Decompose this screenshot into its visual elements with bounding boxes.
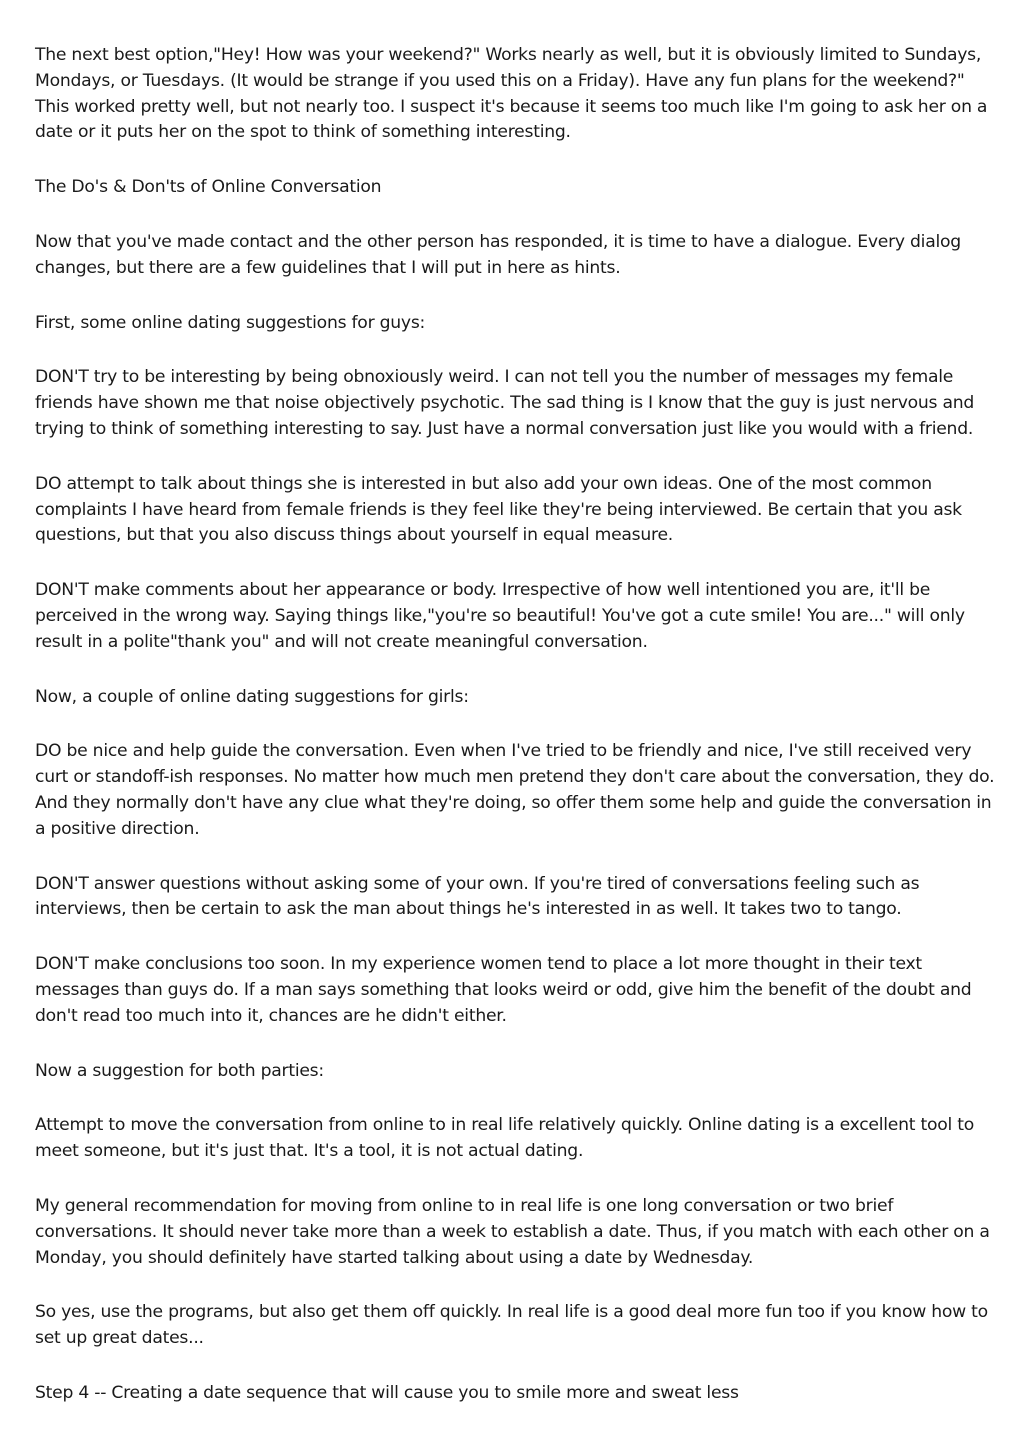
paragraph-do-interests: DO attempt to talk about things she is interested in but also add your own ideas. One of the most common complaints I have heard from female friends is they feel like they're being interviewed. Be certain that you ask questions, but that you also discuss things about yourself in equal measure. (35, 473, 962, 546)
paragraph-dont-appearance: DON'T make comments about her appearance or body. Irrespective of how well intentioned you are, it'll be perceived in the wrong way. Saying things like,"you're so beautiful! You've got a cute smile! You are..." will only result in a polite"thank you" and will not create meaningful conversation. (35, 580, 965, 652)
paragraph-use-programs: So yes, use the programs, but also get them off quickly. In real life is a good deal more fun too if you know how to set up great dates... (35, 1302, 988, 1349)
paragraph-opening-lines: The next best option,"Hey! How was your weekend?" Works nearly as well, but it is obviously limited to Sundays, Mondays, or Tuesdays. (It would be strange if you used this on a Friday). Have any fun plans for the weekend?" This worked pretty well, but not nearly too. I suspect it's because it seems too much like I'm going to ask her on a date or it puts her on the spot to think of something interesting. (35, 45, 988, 143)
subheading-both-parties: Now a suggestion for both parties: (35, 1060, 324, 1081)
paragraph-dialogue-intro: Now that you've made contact and the other person has responded, it is time to have a dialogue. Every dialog changes, but there are a few guidelines that I will put in here as hints. (35, 231, 961, 278)
paragraph-dont-weird: DON'T try to be interesting by being obnoxiously weird. I can not tell you the number of messages my female friends have shown me that noise objectively psychotic. The sad thing is I know that the guy is just nervous and trying to think of something interesting to say. Just have a normal conversation just like you would with a friend. (35, 367, 975, 439)
paragraph-dont-answer-only: DON'T answer questions without asking some of your own. If you're tired of conversations feeling such as interviews, then be certain to ask the man about things he's interested in as well. It takes two to tango. (35, 873, 920, 920)
paragraph-dont-conclusions: DON'T make conclusions too soon. In my experience women tend to place a lot more thought in their text messages than guys do. If a man says something that looks weird or odd, give him the benefit of the doubt and don't read too much into it, chances are he didn't either. (35, 954, 972, 1026)
document-body (35, 43, 995, 1436)
paragraph-general-recommendation: My general recommendation for moving from online to in real life is one long conversation or two brief conversations. It should never take more than a week to establish a date. Thus, if you match with each other on a Monday, you should definitely have started talking about using a date by Wednesday. (35, 1195, 990, 1268)
section-heading-step-4: Step 4 -- Creating a date sequence that will cause you to smile more and sweat less (35, 1382, 739, 1403)
paragraph-do-be-nice: DO be nice and help guide the conversation. Even when I've tried to be friendly and nice, I've still received very curt or standoff-ish responses. No matter how much men pretend they don't care about the conversation, they do. And they normally don't have any clue what they're doing, so offer them some help and guide the conversation in a positive direction. (35, 741, 995, 839)
section-heading-dos-donts: The Do's & Don'ts of Online Conversation (35, 177, 382, 198)
subheading-girls-suggestions: Now, a couple of online dating suggestions for girls: (35, 686, 469, 707)
paragraph-move-offline: Attempt to move the conversation from online to in real life relatively quickly. Online dating is a excellent tool to meet someone, but it's just that. It's a tool, it is not actual dating. (35, 1115, 974, 1162)
subheading-guys-suggestions: First, some online dating suggestions for guys: (35, 312, 426, 333)
